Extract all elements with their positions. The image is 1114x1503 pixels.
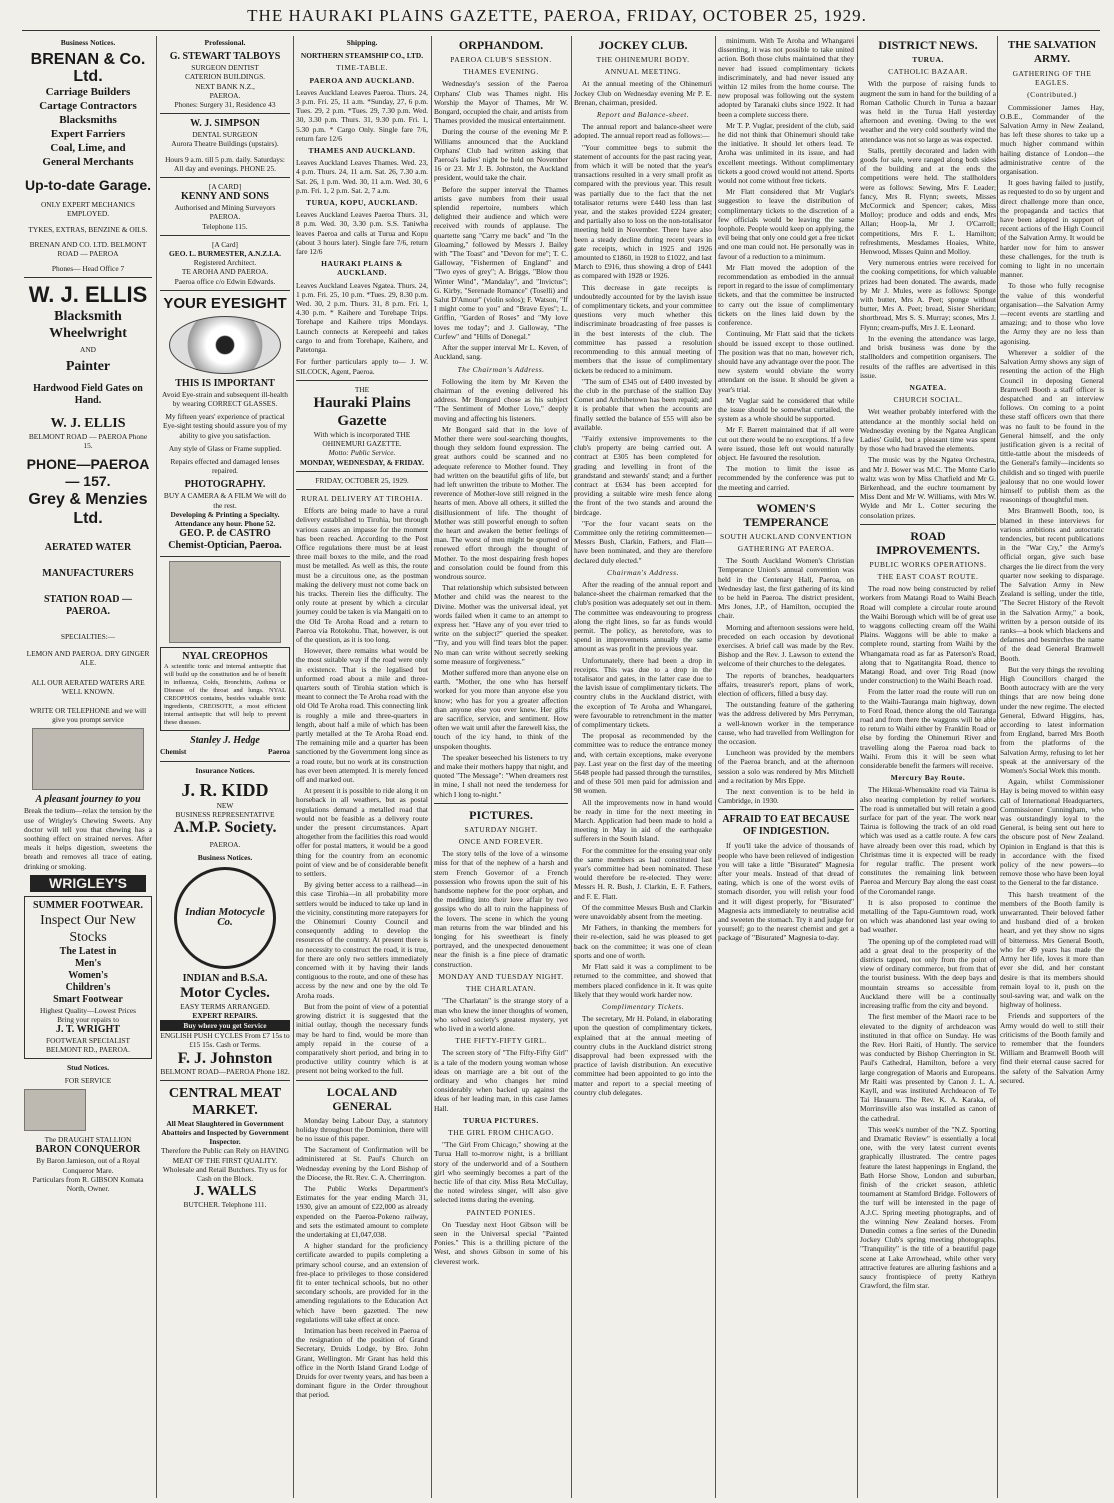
turua-heading: TURUA. bbox=[912, 55, 944, 64]
divider bbox=[24, 277, 152, 278]
ellis-trade: Blacksmith bbox=[54, 309, 122, 325]
station-road: STATION ROAD — PAEROA. bbox=[44, 594, 132, 618]
repairs-text: Repairs effected and damaged lenses repaired. bbox=[170, 457, 280, 476]
wright-address: FOOTWEAR SPECIALIST BELMONT RD., PAEROA. bbox=[46, 1036, 130, 1055]
ellis-address: BELMONT ROAD — PAEROA Phone 15. bbox=[28, 431, 148, 450]
column-divider bbox=[715, 36, 716, 1498]
salvation-sub: GATHERING OF THE EAGLES. bbox=[1012, 69, 1092, 88]
comp-subhead: Complimentary Tickets. bbox=[601, 1001, 685, 1011]
ngatea-heading: NGATEA. bbox=[909, 382, 947, 392]
grey-menzies-title: Grey & Menzies Ltd. bbox=[28, 491, 148, 528]
any-style-text: Any style of Glass or Frame supplied. bbox=[168, 443, 282, 453]
divider bbox=[160, 235, 290, 236]
article-paragraph: "The sum of £345 out of £400 invested by the club in the purchase of the stallion Day Comet and Archibetown has been repaid; and it is probable that when the accounts are finally settled the balance of £55 will also be available. bbox=[574, 376, 712, 432]
article-paragraph: This harsh treatment of the members of the Booth family is unwarranted. Their beloved father and husband died of a broken heart, and yet they show no signs of bitterness. Mrs General Booth, who for 49 years has made the Army her life, loves it more than ever she did, and her constant desire is that its members should remain loyal to it, push on the soul-saving war, and walk on the highway of holiness. bbox=[1000, 889, 1104, 1010]
article-paragraph: Mr Flatt moved the adoption of the recommendation as embodied in the annual report in regard to the issue of complimentary tickets, and that the committee be instructed to carry out the issue of complimentary tickets on the lines laid down by the conference. bbox=[718, 262, 854, 328]
amp-name: A.M.P. Society. bbox=[173, 819, 277, 837]
summer-heading: SUMMER FOOTWEAR. bbox=[33, 899, 143, 911]
article-paragraph: The opening up of the completed road will add a great deal to the prosperity of the districts tapped, not only from the point of view of ordinary commerce, but from that of the tourist business. With the deep bays and mountain streams so accessible from Auckland there will be a continually increasing traffic from the city and beyond. bbox=[860, 936, 996, 1011]
article-paragraph: The first member of the Maori race to be elevated to the dignity of archdeacon was instituted in that office on Sunday. He was the Rev. Hori Raiti, of Huntly. The service was conducted by Bishop Cherrington in St. Paul's Cathedral, Hamilton, before a very large congregation of Maoris and Europeans. Mr Raiti was presented by Canon J. L. A. Kayll, and was instituted Archdeacon of Te Tai Hauauru. The Rev. K. A. Karaka, of Morrinsville also was installed as canon of the cathedral. bbox=[860, 1012, 996, 1123]
brenan-line: Blacksmiths bbox=[59, 114, 117, 127]
jockey-heading: JOCKEY CLUB. bbox=[598, 38, 688, 52]
wct-heading: WOMEN'S TEMPERANCE bbox=[743, 500, 829, 529]
east-coast-heading: THE EAST COAST ROUTE. bbox=[877, 571, 979, 581]
meat-heading: CENTRAL MEAT MARKET. bbox=[168, 1085, 282, 1118]
article-paragraph: The South Auckland Women's Christian Temperance Union's annual convention was held in the Centenary Hall, Paeroa, on Wednesday last, the first gathering of its kind to be held in Paeroa. The district president, Mrs Jones, J.P., of Hamilton, occupied the chair. bbox=[718, 556, 854, 621]
article-paragraph: Commissioner James Hay, O.B.E., Commander of the Salvation Army in New Zealand, has left these shores to take up a much higher command within hailing distance of London—the administrative centre of the organisation. bbox=[1000, 102, 1104, 177]
summer-footwear-ad bbox=[24, 896, 152, 1059]
card-label: [A CARD] bbox=[208, 182, 242, 192]
company-name: NORTHERN STEAMSHIP CO., LTD. bbox=[300, 51, 424, 61]
meat-line: Wholesale and Retail Butchers. Try us for Cash on the Block. bbox=[162, 1164, 288, 1183]
photography-heading: PHOTOGRAPHY. bbox=[184, 479, 266, 491]
contributed-label: (Contributed.) bbox=[1027, 90, 1077, 100]
article-paragraph: The Hikuai-Whenuakite road via Tairua is also nearing completion by relief workers. The road is unmetalled but will retain a good surface for part of the year. The work near Tairua is following the track of an old road which was used as a cattle route. A few cars have already been over this road, which by Christmas time it is expected will be ready for regular traffic. The present work constitutes the remaining link between Paeroa and Mercury Bay along the east coast of the Coromandel range. bbox=[860, 785, 996, 896]
ellis-trade: Wheelwright bbox=[49, 326, 127, 342]
eye-icon bbox=[169, 316, 281, 374]
article-paragraph: That relationship which subsisted between Mother and child was the nearest to the Divine. Mother was the universal ideal, yet words failed when it came to an attempt to express her. "Have any of you ever tried to write on the subject?" queried the speaker. "Try, and you will find tears blot the paper. No man can write without secretly seeking some measure of forgiveness." bbox=[434, 583, 568, 666]
meat-line: All Meat Slaughtered in Government Abattoirs and Inspected by Government Inspector. bbox=[161, 1118, 289, 1147]
article-paragraph: The story tells of the love of a winsome miss for that of the nephew of a harsh and stern French Governor of a French possession who frowns upon the suit of his handsome nephew for the poor orphan, and the meddling into their love affair by two gossips who do all to ruin the happiness of the lovers. The scene in which the young man returns from the war blinded and his longing for his sweetheart is finely portrayed, and the unexpected denouement near the finish is a fine piece of dramatic construction. bbox=[434, 849, 568, 969]
chairman-subhead: The Chairman's Address. bbox=[457, 364, 545, 374]
article-paragraph: Wet weather probably interfered with the attendance at the monthly social held on Wednesday evening by the Ngatea Anglican Ladies' Guild, but a pleasant time was spent by those who had braved the elements. bbox=[860, 407, 996, 454]
pictures-heading: PICTURES. bbox=[469, 807, 533, 822]
indian-logo-icon bbox=[174, 867, 276, 969]
divider bbox=[296, 489, 428, 490]
journey-text: A pleasant journey to you bbox=[35, 794, 141, 806]
article-paragraph: The speaker beseeched his listeners to try and make their mothers happy that night, and quoted "The Message": "When dreamers rest in mine, I shall not need the tenderness for which I long to-night." bbox=[434, 752, 568, 799]
divider bbox=[160, 290, 290, 291]
section-head: Professional. bbox=[204, 38, 246, 47]
article-paragraph: For the committee for the ensuing year only the same members as had constituted last year's committee had been nominated. These would therefore be re-elected. They were: Messrs H. R. Bush, J. Clarkin, E. F. Fathers, and F. E. Flatt. bbox=[574, 845, 712, 901]
talboys-line: PAEROA. bbox=[209, 90, 241, 100]
section-head: Shipping. bbox=[346, 38, 378, 47]
wright-name: J. T. WRIGHT bbox=[56, 1024, 120, 1036]
divider bbox=[434, 803, 568, 804]
article-paragraph: At the annual meeting of the Ohinemuri Jockey Club on Wednesday evening Mr P. E. Brenan, chairman, presided. bbox=[574, 79, 712, 107]
article-paragraph: Mr F. Barrett maintained that if all were cut out there would be no exceptions. If a few were issued, those left out would naturally object. He favoured the resolution. bbox=[718, 425, 854, 462]
indian-logo-text: Indian Motocycle Co. bbox=[185, 906, 265, 928]
article-paragraph: "The Charlatan" is the strange story of a man who knew the inner thoughts of women, who solved society's greatest mystery, yet who lived in a world alone. bbox=[434, 996, 568, 1033]
specialties: SPECIALTIES:— bbox=[60, 632, 116, 642]
article-paragraph: minimum. With Te Aroha and Whangarei dissenting, it was not possible to take united action. Both those clubs maintained that they never had issued complimentary tickets indiscriminately, and had never issued any within 12 miles from the home course. The new proposal was following out the system adopted by Taranaki clubs since 1922. It had been a complete success there. bbox=[718, 36, 854, 119]
column-divider bbox=[293, 36, 294, 1498]
latest-line: Smart Footwear bbox=[53, 993, 123, 1005]
simpson-line: Aurora Theatre Buildings (upstairs). bbox=[171, 139, 279, 149]
article-paragraph: Again, whilst Commissioner Hay is being moved to within easy call of International Headquarters, Commissioner Cunningham, who was outstandingly loyal to the General, is being sent out here to the obscure post of New Zealand. Opinion in England is that this is in accordance with the fixed policy of the new powers—to remove those who have been loyal to the General to the far distance. bbox=[1000, 777, 1104, 888]
painted-title: PAINTED PONIES. bbox=[466, 1207, 536, 1217]
card-label: [A Card] bbox=[211, 239, 239, 249]
talboys-line: SURGEON DENTIST bbox=[191, 63, 259, 73]
article-paragraph: Following the item by Mr Keven the chairman of the evening delivered his address. Mr Bongard chose as his subject "The Sentiment of Mother Love," deeply moving and affecting his listeners. bbox=[434, 376, 568, 423]
indian-bsa: INDIAN and B.S.A. bbox=[182, 972, 268, 984]
article-paragraph: During the course of the evening Mr P. Williams announced that the Auckland Orphans' Club had written asking that Paeroa's ladies' night be held on November 16 or 23. Mr J. B. Johnston, the Auckland president, would take the chair. bbox=[434, 127, 568, 183]
mercury-heading: Mercury Bay Route. bbox=[890, 773, 966, 783]
divider bbox=[296, 380, 428, 381]
nyal-text: A scientific tonic and internal antiseptic that will build up the constitution and be of benefit in influenza, Colds, Bronchitis, Asthma or Disease of the throat and lungs. NYAL CREOPHOS contains, besides valuable tonic ingredients, CREOSOTE, a most efficient internal antiseptic that will help to prevent these diseases. bbox=[164, 663, 286, 727]
baron-pedigree: By Baron Jamieson, out of a Royal Conqueror Mare. bbox=[36, 1156, 140, 1175]
orphandom-sub: PAEROA CLUB'S SESSION. bbox=[450, 55, 552, 64]
ellis-title-2: W. J. ELLIS bbox=[50, 415, 126, 431]
nyal-heading: NYAL CREOPHOS bbox=[182, 651, 268, 663]
article-paragraph: The road now being constructed by relief workers from Matangi Road to Waihi Beach Road will complete a circular route around the Waihi Borough which will be of great use to waggons collecting cream off the Waihi Plains. Waggons will be able to make a complete round, starting from Waihi by the Whangamata road as far as Paterson's Road, along that to Ngatitangita Road, thence to Matangi Road, and over Trig Road (now under construction) to the Waihi Beach road. bbox=[860, 584, 996, 686]
aerated-water: AERATED WATER bbox=[44, 542, 132, 554]
divider bbox=[160, 1080, 290, 1081]
article-paragraph: "Your committee begs to submit the statement of accounts for the past racing year, from which it will be noted that the year's transactions resulted in a very small profit as compared with the previous year. This result was partially due to the fact that the net totalisator returns were £440 less than last year, and the stakes provided £224 greater; and partially also to loss on the non-totalisator meeting held in November. There have also been a steady decline during recent years in gate receipts, which in 1925 and 1926 amounted to £1860, in 1928 to £1022, and last March to £916, thus showing a drop of £441 as compared with 1928 or 1926. bbox=[574, 142, 712, 281]
editorial-heading: RURAL DELIVERY AT TIROHIA. bbox=[301, 493, 423, 503]
editorial-paragraph: However, there remains what would be the most suitable way if the road were only in existence. That is the legalised but unformed road about a mile and three-quarters south of Tirohia station which is meant to connect the Te Aroha road with the old Old Te Aroha road. This connecting link is roughly a mile and three-quarters in length, about half a mile of which has been partly metalled at the Te Aroha Road end. The remaining mile and a quarter has been sanctioned by the Government long since as a road route, but no work at its construction has ever been attempted. It is merely fenced off and marked out. bbox=[296, 646, 428, 785]
article-paragraph: Before the supper interval the Thames artists gave numbers from their usual splendid repertoire, numbers which delighted their audience and which were received with rounds of applause. The quartette sang "Carry me back" and "In the Gloaming," followed by Messrs J. Bailey with "The Toast" and "Devon for me"; T. C. Galloway, "Fishermen of England" and "Two eyes of grey"; A. Briggs, "Blow thou Winter Wind", "Mandalay", and "Invictus"; G. Kirby, "Serenade Romance" (Toselli) and Salut D'Amour" (violin solos); F. Watson, "If I might come to you" and "Brave Eyes"; L. Griffin, "Garden of Roses" and "My love loves me today"; and J. Galloway, "The Curfew" and "Hills of Donegal." bbox=[434, 184, 568, 341]
article-paragraph: With the purpose of raising funds to augment the sum in hand for the building of a Roman Catholic Church in Turua a bazaar was held in the Turua Hall yesterday afternoon and evening. Owing to the wet weather and the very cold southerly wind the attendance was not so large as was expected. bbox=[860, 79, 996, 144]
social-heading: CHURCH SOCIAL. bbox=[893, 395, 963, 405]
simpson-hours: Hours 9 a.m. till 5 p.m. daily. Saturdays: All day and evenings. PHONE 25. bbox=[165, 154, 285, 173]
important-heading: THIS IS IMPORTANT bbox=[175, 377, 275, 389]
chairman-subhead: Chairman's Address. bbox=[607, 567, 679, 577]
article-paragraph: If you'll take the advice of thousands of people who have been relieved of indigestion you will take a little "Bisurated" Magnesia after your meals. Instead of that dread of eating, which is one of the worst evils of stomach disorder, you will relish your food and it will digest properly, for "Bisurated" Magnesia acts immediately to neutralise acid and sweeten the stomach. Try it and judge for yourself; go to the nearest chemist and get a package of "Bisurated" Magnesia to-day. bbox=[718, 841, 854, 943]
lemon-text: LEMON AND PAEROA. DRY GINGER ALE. bbox=[26, 649, 150, 668]
decastro-name: GEO. P. de CASTRO bbox=[179, 528, 271, 540]
article-paragraph: The screen story of "The Fifty-Fifty Girl" is a tale of the modern young woman whose ideas on marriage are a bit out of the ordinary and who changes her mind considerably when backed up against the ideas of her leading man, in this case James Hall. bbox=[434, 1048, 568, 1113]
kenny-line: PAEROA. bbox=[209, 212, 241, 222]
pwo-heading: PUBLIC WORKS OPERATIONS. bbox=[869, 559, 987, 569]
johnston-name: F. J. Johnston bbox=[177, 1049, 273, 1067]
chicago-title: THE GIRL FROM CHICAGO. bbox=[448, 1127, 554, 1137]
article-paragraph: "The Girl From Chicago," showing at the Turua Hall to-morrow night, is a brilliant story of the underworld and of a Southern girl who seemingly becomes a part of the hectic life of that city. Miss Reta McCullay, the noted wireless singer, will also give selected items during the evening. bbox=[434, 1140, 568, 1205]
nameplate-incorporated: With which is incorporated THE OHINEMURI GAZETTE. bbox=[313, 429, 411, 449]
column-district-news bbox=[860, 36, 996, 1498]
divider bbox=[160, 113, 290, 114]
for-service: FOR SERVICE bbox=[64, 1075, 112, 1085]
divider bbox=[160, 761, 290, 762]
further-particulars: For further particulars apply to— J. W. SILCOCK, Agent, Paeroa. bbox=[296, 357, 428, 376]
garage-heading: Up-to-date Garage. bbox=[24, 177, 151, 194]
monday-tuesday: MONDAY AND TUESDAY NIGHT. bbox=[438, 971, 564, 981]
article-paragraph: "Fairly extensive improvements to the club's property are being carried out. A contract at £305 has been completed for grading and levelling in front of the grandstand and stewards' stand; and a further contract at £634 has been accepted for providing a suitable wire mesh fence along the front of the two stands and around the birdcage. bbox=[574, 433, 712, 517]
article-paragraph: In the evening the attendance was large, and brisk business was done by the stallholders and competition organisers. The results of the raffles are advertised in this issue. bbox=[860, 333, 996, 380]
divider bbox=[718, 809, 854, 810]
bazaar-heading: CATHOLIC BAZAAR. bbox=[888, 67, 968, 77]
article-paragraph: All the improvements now in hand would be ready in time for the next meeting in March. Application had been made to hold a meeting in May in aid of the earthquake sufferers in the South Island. bbox=[574, 797, 712, 844]
turua-pictures: TURUA PICTURES. bbox=[463, 1115, 539, 1125]
article-paragraph: From the latter road the route will run on to the Waihi-Tauranga main highway, down to Ford Road, thence along the old Tauranga road and from there the waggons will be able to return to Waihi either by Franklin Road or else by fording the Ohinemuri River and travelling along the Paeroa road back to Waihi. From this it will be seen what considerable benefit the farmers will receive. bbox=[860, 687, 996, 771]
chemist-optician: Chemist-Optician, Paeroa. bbox=[168, 540, 282, 552]
expert-repairs: EXPERT REPAIRS. bbox=[192, 1010, 258, 1020]
chemist-label: Chemist bbox=[160, 747, 187, 757]
section-head: Business Notices. bbox=[60, 38, 116, 47]
brenan-line: Cartage Contractors bbox=[39, 100, 137, 113]
article-paragraph: Continuing, Mr Flatt said that the tickets should be issued except to those outlined. The position was that no man, however rich, should have any advantage over the poor. The new system would obviate the worry attendant on the issue. It should be given a year's trial. bbox=[718, 329, 854, 394]
article-paragraph: Mother suffered more than anyone else on earth. "Mother, the one who has herself worked for you more than anyone else you know; who has for you a greater affection than anyone else you ever knew. Her gifts are sacrifice, service, and sentiment. How often we wait until after the farewell kiss, the touch of the icy hand, to think of the unspoken thoughts. bbox=[434, 668, 568, 751]
timetable-label: TIME-TABLE. bbox=[336, 63, 388, 73]
local-paragraph: Monday being Labour Day, a statutory holiday throughout the Dominion, there will be no issue of this paper. bbox=[296, 1115, 428, 1143]
column-salvation-army bbox=[1000, 36, 1104, 1498]
fifty-fifty-title: THE FIFTY-FIFTY GIRL. bbox=[455, 1036, 547, 1046]
tykes-text: TYKES, EXTRAS, BENZINE & OILS. bbox=[28, 224, 148, 234]
article-paragraph: Mr Vuglar said he considered that while the issue should be somewhat curtailed, the system as a whole should be supported. bbox=[718, 395, 854, 424]
burmester-line: Registered Architect. bbox=[193, 258, 257, 268]
latest-line: Children's bbox=[65, 981, 111, 993]
nyal-ad bbox=[160, 647, 290, 731]
highest-text: Highest Quality—Lowest Prices bbox=[39, 1005, 137, 1015]
article-paragraph: The music was by the Ngatea Orchestra, and Mr J. Bower was M.C. The Monte Carlo waltz was won by Miss Chatfield and Mr G. Birkenhead, and the euchre tournament by Miss Dent and Mr W. Williams, with Mrs W. Wylde and Mr L. Cotter securing the consolation prizes. bbox=[860, 455, 996, 520]
article-paragraph: Very numerous entries were received for the cooking competitions, for which valuable prizes had been donated. The awards, made by Mr J. Mules, were as follows: Sponge with butter, Mrs A. Peet; sponge without butter, Mrs A. Peet; bread, Sister Sheridan; shortbread, Mrs S. S. Murray; scones, Mrs J. Flynn; cream-puffs, Mrs J. E. Leonard. bbox=[860, 258, 996, 332]
meat-line: Therefore the Public can Rely on HAVING MEAT OF THE FIRST QUALITY. bbox=[161, 1146, 289, 1165]
horse-icon bbox=[24, 1089, 86, 1131]
talboys-line: NEXT BANK N.Z., bbox=[195, 81, 255, 91]
saturday-night: SATURDAY NIGHT. bbox=[464, 824, 538, 834]
district-heading: DISTRICT NEWS. bbox=[878, 38, 978, 52]
motor-cycles: Motor Cycles. bbox=[180, 984, 270, 1001]
latest-line: Men's bbox=[74, 957, 102, 969]
once-forever: ONCE AND FOREVER. bbox=[458, 837, 544, 847]
article-paragraph: Mrs Bramwell Booth, too, is blamed in these interviews for various ambitions and autocratic tendencies, but recent publications in the "War Cry," the Army's official organ, give such base charges the lie direct from the very quarter now seeking to disparage. The Salvation Army in New Zealand is selling, under the title, "The Secret History of the Revolt in the Salvation Army," a book, written by a person outside of its ranks—a book which blackens and defames and besmirches the name of the dead General Bramwell Booth. bbox=[1000, 506, 1104, 663]
latest-line: The Latest in bbox=[59, 945, 117, 957]
editorial-paragraph: By giving better access to a railhead—in this case Tirohia—in all probability more settlers would be induced to take up land in the vicinity, constituting more ratepayers for the Ohinemuri County Council and consequently adding to develop the resources of the country. At present there is no necessity to construct the road, it is true, for there are only two settlers immediately concerned with it by having their lands contiguous to the route, and one of these has access by the new and one by the old Te Aroha roads. bbox=[296, 880, 428, 1000]
article-paragraph: The reports of branches, headquarters affairs, treasurer's report, plans of work, election of officers, filled a busy day. bbox=[718, 670, 854, 698]
all-waters-text: ALL OUR AERATED WATERS ARE WELL KNOWN. bbox=[31, 677, 145, 696]
kenny-name: KENNY AND SONS bbox=[181, 191, 269, 203]
draught-stallion: The DRAUGHT STALLION bbox=[44, 1135, 132, 1145]
route-text: Leaves Auckland Leaves Thames. Wed. 23, 4 p.m. Thurs. 24, 11 a.m. Sat. 26, 7.30 a.m. Sat. 26, 1 p.m. Wed. 30, 11 a.m. Wed. 30, 6 p.m. Fri. 1, 2 p.m. Sat. 2, 7 a.m. bbox=[296, 158, 428, 195]
column-jockey-continued bbox=[718, 36, 854, 1498]
write-text: WRITE OR TELEPHONE and we will give you prompt service bbox=[29, 706, 147, 725]
article-paragraph: Wednesday's session of the Paeroa Orphans' Club was Thames night. His Worship the Mayor of Thames, Mr W. Bongard, occupied the chair, and artists from Thames provided the musical entertainment. bbox=[434, 79, 568, 126]
johnston-address: BELMONT ROAD—PAEROA Phone 182. bbox=[160, 1066, 290, 1076]
column-business-notices bbox=[24, 36, 152, 1498]
nameplate: Hauraki Plains Gazette bbox=[313, 394, 411, 429]
report-subhead: Report and Balance-sheet. bbox=[596, 110, 690, 120]
route-heading: HAURAKI PLAINS & AUCKLAND. bbox=[321, 259, 403, 278]
developing-text: Developing & Printing a Specialty. Attendance any hour. Phone 52. bbox=[170, 509, 280, 529]
brenan-line: Coal, Lime, and bbox=[50, 142, 126, 155]
wct-convention: SOUTH AUCKLAND CONVENTION bbox=[719, 531, 853, 541]
nameplate-motto: Motto: Public Service. bbox=[328, 448, 396, 458]
walls-name: J. WALLS bbox=[193, 1184, 257, 1200]
buy-where: Buy where you get Service bbox=[160, 1020, 290, 1031]
column-divider bbox=[571, 36, 572, 1498]
jockey-sub: THE OHINEMURI BODY. bbox=[596, 55, 690, 64]
article-paragraph: This week's number of the "N.Z. Sporting and Dramatic Review" is essentially a local one, with the very latest current events graphically illustrated. The centre pages feature the latest happenings in England, the Bath Horse Show, London and suburban, finish of the cricket season, athletic tournament at Stamford Bridge. Followers of the turf will be interested in the page of A.J.C. Spring meeting photographs, and of the winning New Zealand horses. From Dunedin comes a fine series of the Dunedin Jockey Club's spring meeting photographs. "Tranquility" is the title of a beautiful page scene at Lake Arrowhead, while other very attractive features are alluring fashions and a saucy frontispiece of pretty Kathryn Crawford, the film star. bbox=[860, 1124, 996, 1291]
article-paragraph: After the reading of the annual report and balance-sheet the chairman remarked that the club's position was adequately set out in them. The committee was endeavouring to progress along the right lines, so far as funds would permit. The policy, as heretofore, was to spend in improvements annually the same amount as was profit in the previous year. bbox=[574, 579, 712, 654]
article-paragraph: The next convention is to be held in Cambridge, in 1930. bbox=[718, 787, 854, 806]
push-cycles: ENGLISH PUSH CYCLES From £7 15s to £15 15s. Cash or Terms. bbox=[160, 1031, 290, 1050]
simpson-line: DENTAL SURGEON bbox=[192, 130, 258, 140]
people-illustration-icon bbox=[32, 728, 144, 790]
paeroa-label: Paeroa bbox=[267, 747, 290, 757]
route-heading: PAEROA AND AUCKLAND. bbox=[309, 75, 415, 85]
burmester-line: TE AROHA AND PAEROA. bbox=[181, 267, 269, 277]
woman-illustration-icon bbox=[169, 561, 281, 643]
divider bbox=[718, 496, 854, 497]
ellis-trade: AND bbox=[79, 345, 96, 355]
route-text: Leaves Auckland Leaves Ngatea. Thurs. 24, 1 p.m. Fri. 25, 10 p.m. *Tues. 29, 8.30 p.m. Wed. 30, 2 p.m. Thurs. 31, 8 p.m. Fri. 1, 4.30 p.m. * Kaihere and Torehape Trips. Torehape and Kaihere trips Mondays. Launch connects at Kerepeehi and takes cargo to and from Torehape, Kaihere, and Patetonga. bbox=[296, 280, 428, 355]
editorial-paragraph: But from the point of view of a potential growing district it is suggested that the initial outlay, though the necessary funds may be hard to find, would be more than amply repaid in the course of a comparatively short period, and bring in to productive utility country which is at present not being worked to the full. bbox=[296, 1001, 428, 1076]
new-label: NEW bbox=[216, 800, 234, 810]
camera-text: BUY A CAMERA & A FILM We will do the rest. bbox=[163, 491, 287, 510]
afraid-heading: AFRAID TO EAT BECAUSE OF INDIGESTION. bbox=[722, 814, 850, 838]
top-rule bbox=[22, 30, 1100, 31]
article-paragraph: "For the four vacant seats on the Committee only the retiring committeemen—Messrs Bush, Clarkin, Fathers, and Flatt—have been nominated, and they are therefore declared duly elected." bbox=[574, 518, 712, 565]
kenny-line: Authorised and Mining Surveyors bbox=[174, 203, 276, 213]
divider bbox=[160, 556, 290, 557]
issue-date: FRIDAY, OCTOBER 25, 1929. bbox=[315, 475, 409, 485]
article-paragraph: Unfortunately, there had been a drop in receipts. This was due to a drop in the totalisator and gates, in the latter case due to the lavish issue of complimentary tickets. The country clubs in the Auckland district, with the exception of Te Aroha and Whangarei, were favourable to retrenchment in the matter of complimentary tickets. bbox=[574, 655, 712, 730]
article-paragraph: The annual report and balance-sheet were adopted. The annual report read as follows:— bbox=[574, 122, 712, 141]
article-paragraph: Morning and afternoon sessions were held, preceded on each occasion by devotional exercises. A brief call was made by the Rev. Bishop and the Rev. J. Lawson to extend the welcome of their churches to the delegates. bbox=[718, 622, 854, 669]
insurance-head: Insurance Notices. bbox=[195, 765, 255, 775]
divider bbox=[296, 471, 428, 472]
article-paragraph: Mr Bongard said that in the love of Mother there were soul-searching thoughts, though they seldom found expression. The great authors could be scanned and no adequate reference to Mother found. They had written on the beautiful gifts of life, but had left unwritten the tribute to Mother. The reverence of Mother-love still reigned in the hearts of men. Above all others, it stilled the disillusionment of life. The thought of Mother was still powerful enough to soften the heart and awaken the better feelings of man. The worst of men might be spurned or renewed effort through the thought of Mother. To the most despairing fresh hopes and consolation could be found from this wondrous source. bbox=[434, 424, 568, 581]
article-paragraph: The secretary, Mr H. Poland, in elaborating upon the question of complimentary tickets, explained that at the annual meeting of country clubs in the Auckland district strong disapproval had been expressed with the practice of lavish distribution. An executive committee had been appointed to go into the matter and report to a special meeting of country club delegates. bbox=[574, 1014, 712, 1097]
local-paragraph: A higher standard for the proficiency certificate awarded to pupils completing a primary school course, and an extension of free-place to privileges to those considered fit to enter technical schools, but no other secondary schools, are provided for in the amending regulations to the Education Act which have been gazetted. The new regulations will take effect at once. bbox=[296, 1241, 428, 1324]
wrigley-text: Break the tedium—relax the tension by the use of Wrigley's Chewing Sweets. Any doctor will tell you that chewing has a soothing effect on strained nerves. After meals it helps digestion, sweetens the breath and removes all trace of eating, drinking or smoking. bbox=[24, 806, 152, 871]
article-paragraph: On Tuesday next Hoot Gibson will be seen in the Universal special "Painted Ponies." This is a thrilling picture of the West, and shows Gibson in some of his cleverest work. bbox=[434, 1219, 568, 1266]
business-rep: BUSINESS REPRESENTATIVE bbox=[175, 809, 275, 819]
column-divider bbox=[431, 36, 432, 1498]
local-paragraph: The Sacrament of Confirmation will be administered at St. Paul's Church on Wednesday evening by the Lord Bishop of the Diocese, the Rt. Rev. C. A. Cherrington. bbox=[296, 1145, 428, 1182]
article-paragraph: The motion to limit the issue as recommended by the conference was put to the meeting and carried. bbox=[718, 464, 854, 492]
editorial-paragraph: At present it is possible to ride along it on horseback in all weathers, but as postal regulations demand a metalled road that would not be feasible as a delivery route under the present circumstances. Apart altogether from the facilities this road would offer for postal matters, it would be a good thing for the country from an economic point of view and be of considerable benefit to settlers. bbox=[296, 786, 428, 879]
editorial-paragraph: Efforts are being made to have a rural delivery established to Tirohia, but through various causes an impasse for the moment has been reached. According to the Post Office regulations there must be at least three mail boxes to the mile, and the road must be metalled. As well as this, the route must be a circuitous one, as the postman making the delivery must not come back on his tracks. Therein lies the difficulty. The only route at present by which a circular journey could be taken is via Mangaiti on to the Old Te Aroha Road and a return to Paeroa via Rotokohu. That, however, is out of the question, as it is too long. bbox=[296, 506, 428, 644]
local-paragraph: The Public Works Department's Estimates for the year ending March 31, 1930, give an amount of £22,000 as already expended on the Paeroa-Pokeno railway, and sets the estimated amount to complete the undertaking at £1,047,038. bbox=[296, 1183, 428, 1239]
article-paragraph: The proposal as recommended by the committee was to reduce the entrance money and, with certain exceptions, make everyone pay. Last year on the first day of the meeting 5648 people had passed through the turnstiles, and of these 501 men paid for admission and 98 women. bbox=[574, 731, 712, 796]
stud-notices-head: Stud Notices. bbox=[66, 1062, 110, 1072]
eyesight-heading: YOUR EYESIGHT bbox=[163, 294, 287, 312]
manufacturers: MANUFACTURERS bbox=[42, 568, 134, 580]
hedge-name: Stanley J. Hedge bbox=[190, 735, 260, 747]
inspect-heading: Inspect Our New Stocks bbox=[40, 912, 136, 945]
kenny-line: Telephone 115. bbox=[202, 221, 248, 231]
mechanics-text: ONLY EXPERT MECHANICS EMPLOYED. bbox=[40, 200, 136, 219]
article-paragraph: Wherever a soldier of the Salvation Army shows any sign of resenting the action of the High Council in deposing General Bramwell Booth a staff officer is despatched and an interview follows. On coming to a point these staff officers own that there was no fault to be found in the General himself, and the only justification given is a recital of tittle-tattle about the misdeeds of the General's family—incidents so childish and so tinged with puerile jealousy that no one would lower himself to publish them as the reasonings of thoughtful men. bbox=[1000, 347, 1104, 505]
brenan-phones: Phones— Head Office 7 bbox=[51, 264, 125, 274]
article-paragraph: Luncheon was provided by the members of the Paeroa branch, and at the afternoon session a solo was rendered by Mrs Mitchell and a recitation by Mrs Eppe. bbox=[718, 748, 854, 785]
article-paragraph: Mr Fathers, in thanking the members for their re-election, said he was pleased to get back on the committee; it was one of clean sports and one of worth. bbox=[574, 923, 712, 960]
article-paragraph: Mr Flatt said it was a compliment to be returned to the committee, and showed that members placed confidence in it. It was quite likely that they would work harder now. bbox=[574, 962, 712, 999]
article-paragraph: Mr T. P. Vuglar, president of the club, said he did not think that Ohinemuri should take the initiative. It should let others lead. Te Aroha was unlimited in its issue, and had excellent meetings. Without complimentary tickets a good crowd would not attend. Sports would not come without free tickets. bbox=[718, 120, 854, 186]
article-paragraph: Mr Flatt considered that Mr Vuglar's suggestion to leave the distribution of complimentary tickets to the discretion of a few officials would be leaving the same loophole. People would keep on applying, the evil being that only one could get a free ticket and one man could not. He personally was in favour of a reduction to a minimum. bbox=[718, 187, 854, 261]
article-paragraph: After the supper interval Mr L. Keven, of Auckland, sang. bbox=[434, 343, 568, 362]
brenan-line: General Merchants bbox=[42, 156, 134, 169]
column-professional bbox=[160, 36, 290, 1498]
business-notices-head: Business Notices. bbox=[197, 853, 253, 863]
salvation-heading: THE SALVATION ARMY. bbox=[1007, 39, 1097, 65]
brenan-line: Expert Farriers bbox=[50, 128, 126, 141]
nameplate-the: THE bbox=[354, 384, 370, 394]
article-paragraph: Stalls, prettily decorated and laden with goods for sale, were ranged along both sides of the building and at the ends the competitions were held. The stallholders were as follows: Sewing, Mrs F. Leader; fancy, Mrs R. Flynn; sweets, Misses McCormick and Spencer; cakes, Miss Molloy; produce and odds and ends, Mrs Allan; Hoop-la, Mr J. O'Carroll; competitions, Mrs F. L. Hamilton; refreshments, Mesdames Hoaies, White, Henwood, Misses Quinn and Molloy. bbox=[860, 145, 996, 257]
column-shipping bbox=[296, 36, 428, 1498]
repairs-text: Bring your repairs to bbox=[57, 1015, 119, 1025]
column-divider bbox=[997, 36, 998, 1498]
route-text: Leaves Auckland Leaves Paeroa Thurs. 31, 8 p.m. Wed. 30, 3.30 p.m. S.S. Taniwha leaves Paeroa and calls at Turua and Kopu (about 3 hours later). Single fare 7/6, return fare 12/6 bbox=[296, 210, 428, 257]
local-general-heading: LOCAL AND GENERAL bbox=[326, 1084, 398, 1113]
brenan-address: BRENAN AND CO. LTD. BELMONT ROAD — PAEROA bbox=[29, 239, 147, 259]
talboys-phones: Phones: Surgery 31, Residence 43 bbox=[174, 100, 276, 110]
phone-157: PHONE—PAEROA — 157. bbox=[26, 456, 150, 490]
column-orphandom bbox=[434, 36, 568, 1498]
masthead: THE HAURAKI PLAINS GAZETTE, PAEROA, FRIDAY, OCTOBER 25, 1929. bbox=[247, 6, 867, 25]
article-paragraph: It is also proposed to continue the metalling of the Tapu-Gumtown road, work on which was abandoned last year owing to bad weather. bbox=[860, 897, 996, 935]
article-paragraph: Friends and supporters of the Army would do well to still their criticisms of the Booth family and to remember that the founders William and Bramwell Booth will find their eternal cause sacred for the safety of the Salvation Army secured. bbox=[1000, 1011, 1104, 1085]
divider bbox=[860, 524, 996, 525]
article-paragraph: This decrease in gate receipts is undoubtedly accounted for by the lavish issue of complimentary tickets, and your committee questions very much whether this indiscriminate broadcasting of free passes is in the best interests of the club. The committee has passed a resolution recommending to this annual meeting of members that the issue of complimentary tickets be reduced to a minimum. bbox=[574, 282, 712, 375]
annual-meeting: ANNUAL MEETING. bbox=[604, 67, 682, 77]
article-paragraph: It goes having failed to justify, as requested to do so by urgent and direct challenge more than once, the propaganda and tactics that have been adopted in support of recent actions of the High Council of the Salvation Army. It would be harder now for him to answer these challenges, for the truth is coming to light in no uncertain manner. bbox=[1000, 178, 1104, 280]
fifteen-text: My fifteen years' experience of practical Eye-sight testing should assure you of my ability to give you satisfaction. bbox=[163, 412, 287, 440]
wrigley-logo: WRIGLEY'S bbox=[30, 875, 146, 892]
route-heading: TURUA, KOPU, AUCKLAND. bbox=[306, 198, 418, 208]
divider bbox=[296, 1080, 428, 1081]
baron-conqueror: BARON CONQUEROR bbox=[35, 1144, 141, 1156]
local-paragraph: Intimation has been received in Paeroa of the resignation of the position of Grand Secretary, Druids Lodge, by Bro. John Grant, Wellington. Mr Grant has held this office in the North Island Grand Lodge of Druids for over twenty years, and has been a dominant figure in the Order throughout that period. bbox=[296, 1325, 428, 1400]
burmester-line: Paeroa office c/o Edwin Edwards. bbox=[174, 276, 276, 286]
column-divider bbox=[156, 36, 157, 1498]
column-divider bbox=[857, 36, 858, 1498]
wct-gathering: GATHERING AT PAEROA. bbox=[737, 543, 835, 553]
divider bbox=[160, 177, 290, 178]
kidd-name: J. R. KIDD bbox=[181, 779, 269, 800]
orphandom-heading: ORPHANDOM. bbox=[458, 38, 544, 52]
column-jockey-club bbox=[574, 36, 712, 1498]
hedge-footer bbox=[160, 747, 290, 756]
amp-paeroa: PAEROA. bbox=[209, 840, 241, 850]
article-paragraph: Of the committee Messrs Bush and Clarkin were unavoidably absent from the meeting. bbox=[574, 902, 712, 922]
article-paragraph: But the very things the revolting High Councillors charged the Booth autocracy with are the very things that are now being done under the new regime. The elected General, Edward Higgins, has, according to latest information from England, barred Mrs Booth from the platforms of the Salvation Army, refusing to let her speak at the anniversary of the Women's Social Work this month. bbox=[1000, 664, 1104, 776]
article-paragraph: To those who fully recognise the value of this wonderful organisation—the Salvation Army—recent events are startling and amazing; and to those who love the Army they are no less than agonising. bbox=[1000, 281, 1104, 346]
ellis-title: W. J. ELLIS bbox=[28, 282, 148, 308]
particulars: Particulars from R. GIBSON Komata North, Owner. bbox=[32, 1174, 144, 1193]
walls-butcher: BUTCHER. Telephone 111. bbox=[183, 1200, 267, 1210]
simpson-name: W. J. SIMPSON bbox=[190, 118, 260, 130]
easy-terms: EASY TERMS ARRANGED. bbox=[180, 1001, 270, 1011]
latest-line: Women's bbox=[68, 969, 108, 981]
route-text: Leaves Auckland Leaves Paeroa. Thurs. 24, 3 p.m. Fri. 25, 11 a.m. *Sunday, 27, 6 p.m. Tues. 29, 2 p.m. *Tues. 29, 7.30 p.m. Wed. 30, 3.30 p.m. Thurs. 31, 9.30 p.m. Fri. 1, 5.30 p.m. * Cargo Only. Single fare 7/6, return fare 12/6 bbox=[296, 87, 428, 143]
brenan-line: Carriage Builders bbox=[45, 86, 131, 99]
talboys-name: G. STEWART TALBOYS bbox=[169, 51, 281, 63]
route-heading: THAMES AND AUCKLAND. bbox=[308, 146, 416, 156]
thames-evening: THAMES EVENING. bbox=[463, 67, 539, 77]
ellis-trade: Painter bbox=[65, 358, 111, 374]
charlatan-title: THE CHARLATAN. bbox=[465, 984, 537, 994]
road-heading: ROAD IMPROVEMENTS. bbox=[876, 528, 980, 557]
brenan-ad-title: BRENAN & Co. Ltd. bbox=[30, 51, 146, 86]
talboys-line: CATERION BUILDINGS. bbox=[184, 72, 266, 82]
burmester-name: GEO. L. BURMESTER, A.N.Z.I.A. bbox=[169, 249, 281, 259]
gates-text: Hardwood Field Gates on Hand. bbox=[33, 382, 143, 406]
avoid-text: Avoid Eye-strain and subsequent ill-health by wearing CORRECT GLASSES. bbox=[162, 389, 288, 409]
article-paragraph: The outstanding feature of the gathering was the address delivered by Mrs Perryman, a well-known worker in the temperance cause, who had travelled from Wellington for the occasion. bbox=[718, 700, 854, 747]
publication-days: MONDAY, WEDNESDAY, & FRIDAY. bbox=[300, 457, 424, 467]
